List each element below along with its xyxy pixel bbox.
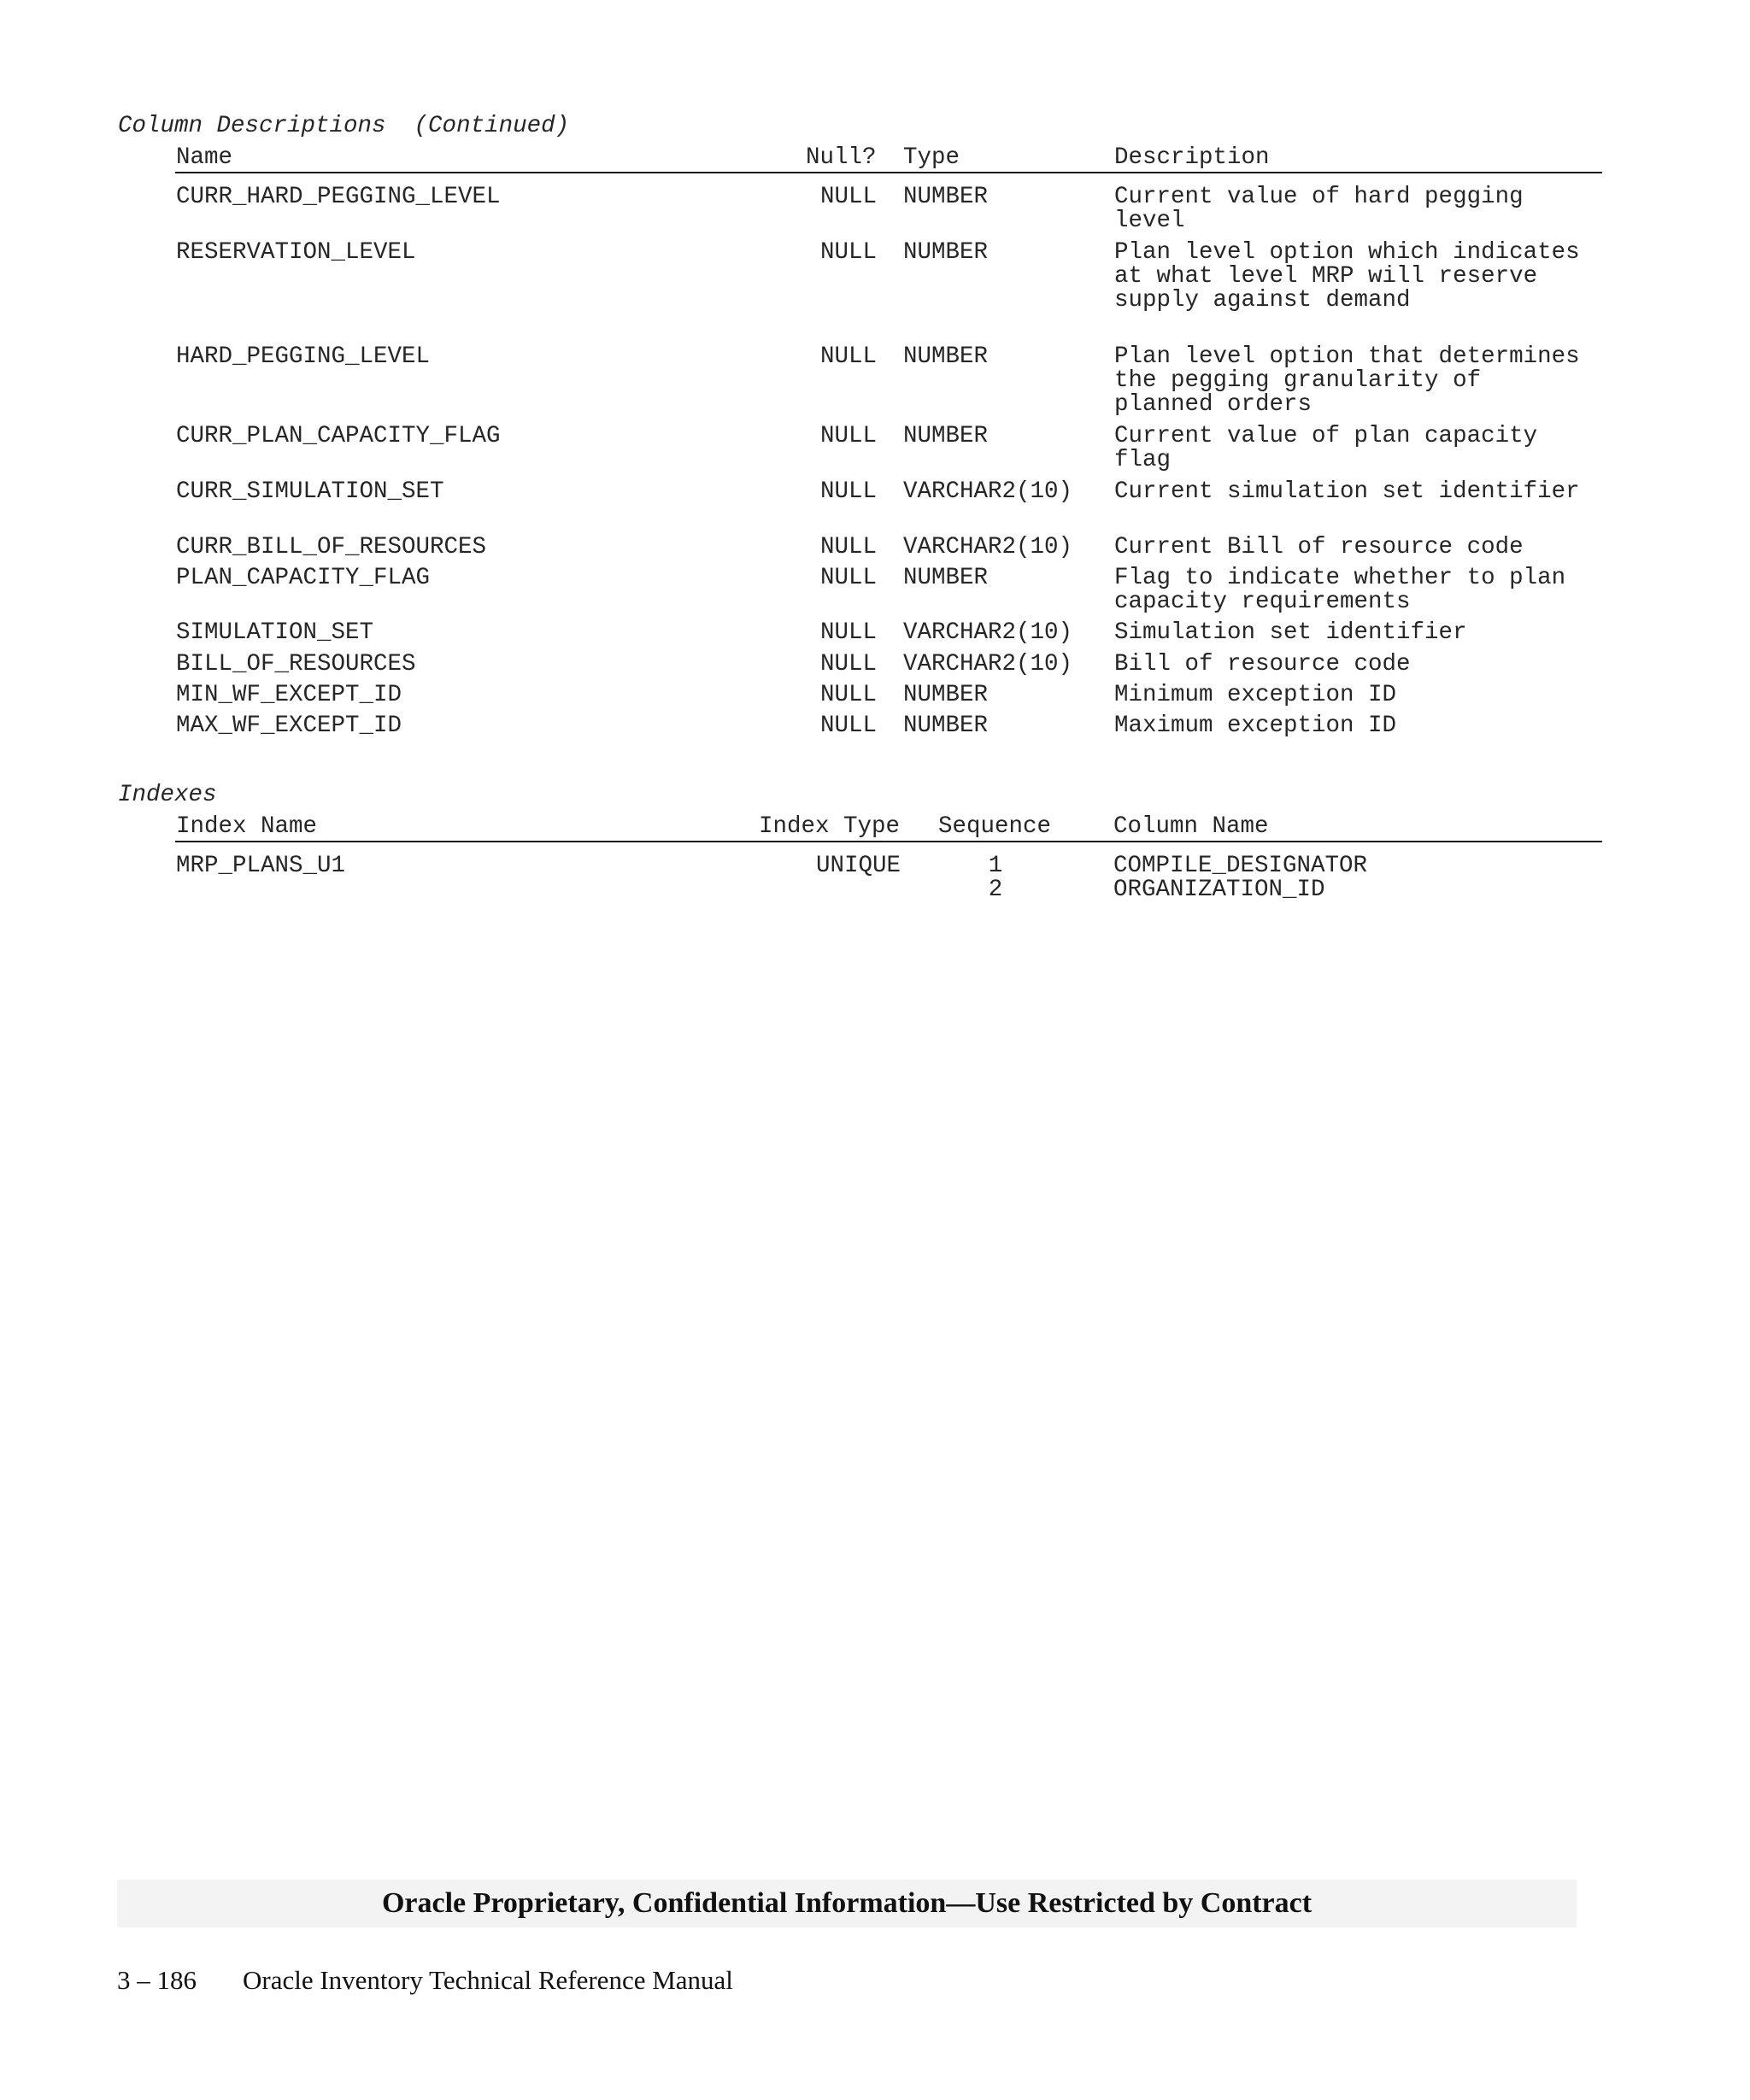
table-row-type: VARCHAR2(10) bbox=[903, 651, 1073, 678]
table-row-name: CURR_HARD_PEGGING_LEVEL bbox=[176, 184, 501, 210]
table-row-name: BILL_OF_RESOURCES bbox=[176, 651, 416, 678]
table-row-description: Current value of plan capacity flag bbox=[1114, 423, 1538, 473]
table-row-null: NULL bbox=[820, 713, 878, 739]
table-row-description: Plan level option which indicates at what level MRP will reserve supply against demand bbox=[1114, 239, 1580, 314]
table-row-type: NUMBER bbox=[903, 239, 989, 266]
table-row-null: NULL bbox=[820, 343, 878, 370]
index-header-rule bbox=[175, 841, 1602, 842]
confidential-banner: Oracle Proprietary, Confidential Information––Use Restricted by Contract bbox=[117, 1880, 1577, 1927]
table-row-name: SIMULATION_SET bbox=[176, 619, 374, 646]
index-row-sequence: 1 bbox=[988, 853, 1003, 879]
table-row-null: NULL bbox=[820, 184, 878, 210]
table-row-null: NULL bbox=[820, 651, 878, 678]
table-row-description: Current Bill of resource code bbox=[1114, 534, 1524, 560]
header-rule bbox=[175, 172, 1602, 173]
table-row-type: VARCHAR2(10) bbox=[903, 534, 1073, 560]
header-index-type: Index Type bbox=[759, 813, 901, 840]
header-sequence: Sequence bbox=[938, 813, 1052, 840]
index-row-column: COMPILE_DESIGNATOR bbox=[1113, 853, 1368, 879]
table-row-name: CURR_SIMULATION_SET bbox=[176, 478, 444, 505]
header-column-name: Column Name bbox=[1113, 813, 1269, 840]
header-name: Name bbox=[176, 144, 233, 171]
table-row-name: CURR_BILL_OF_RESOURCES bbox=[176, 534, 487, 560]
column-descriptions-title: Column Descriptions (Continued) bbox=[118, 113, 570, 139]
table-row-type: NUMBER bbox=[903, 682, 989, 708]
table-row-name: MIN_WF_EXCEPT_ID bbox=[176, 682, 402, 708]
table-row-type: VARCHAR2(10) bbox=[903, 619, 1073, 646]
index-row-type: UNIQUE bbox=[816, 853, 901, 879]
table-row-description: Current value of hard pegging level bbox=[1114, 184, 1524, 234]
table-row-type: NUMBER bbox=[903, 184, 989, 210]
table-row-null: NULL bbox=[820, 478, 878, 505]
table-row-null: NULL bbox=[820, 239, 878, 266]
table-row-description: Maximum exception ID bbox=[1114, 713, 1397, 739]
table-row-description: Minimum exception ID bbox=[1114, 682, 1397, 708]
table-row-null: NULL bbox=[820, 682, 878, 708]
page-number: 3 – 186 bbox=[117, 1965, 197, 1995]
table-row-description: Plan level option that determines the pegging granularity of planned orders bbox=[1114, 343, 1580, 418]
header-null: Null? bbox=[806, 144, 877, 171]
table-row-description: Bill of resource code bbox=[1114, 651, 1411, 678]
index-row-sequence: 2 bbox=[988, 877, 1003, 903]
indexes-title: Indexes bbox=[118, 782, 217, 808]
manual-title: Oracle Inventory Technical Reference Manual bbox=[243, 1965, 733, 1995]
table-row-name: CURR_PLAN_CAPACITY_FLAG bbox=[176, 423, 501, 449]
table-row-name: RESERVATION_LEVEL bbox=[176, 239, 416, 266]
table-row-type: NUMBER bbox=[903, 565, 989, 591]
table-row-null: NULL bbox=[820, 565, 878, 591]
index-row-column: ORGANIZATION_ID bbox=[1113, 877, 1325, 903]
table-row-type: NUMBER bbox=[903, 423, 989, 449]
table-row-description: Current simulation set identifier bbox=[1114, 478, 1580, 505]
table-row-null: NULL bbox=[820, 619, 878, 646]
table-row-name: MAX_WF_EXCEPT_ID bbox=[176, 713, 402, 739]
table-row-name: PLAN_CAPACITY_FLAG bbox=[176, 565, 431, 591]
table-row-type: VARCHAR2(10) bbox=[903, 478, 1073, 505]
table-row-description: Flag to indicate whether to plan capacity requirements bbox=[1114, 565, 1566, 615]
table-row-type: NUMBER bbox=[903, 713, 989, 739]
table-row-type: NUMBER bbox=[903, 343, 989, 370]
header-type: Type bbox=[903, 144, 960, 171]
table-row-null: NULL bbox=[820, 423, 878, 449]
header-index-name: Index Name bbox=[176, 813, 318, 840]
index-row-name: MRP_PLANS_U1 bbox=[176, 853, 346, 879]
table-row-null: NULL bbox=[820, 534, 878, 560]
table-row-description: Simulation set identifier bbox=[1114, 619, 1467, 646]
table-row-name: HARD_PEGGING_LEVEL bbox=[176, 343, 431, 370]
header-description: Description bbox=[1114, 144, 1270, 171]
